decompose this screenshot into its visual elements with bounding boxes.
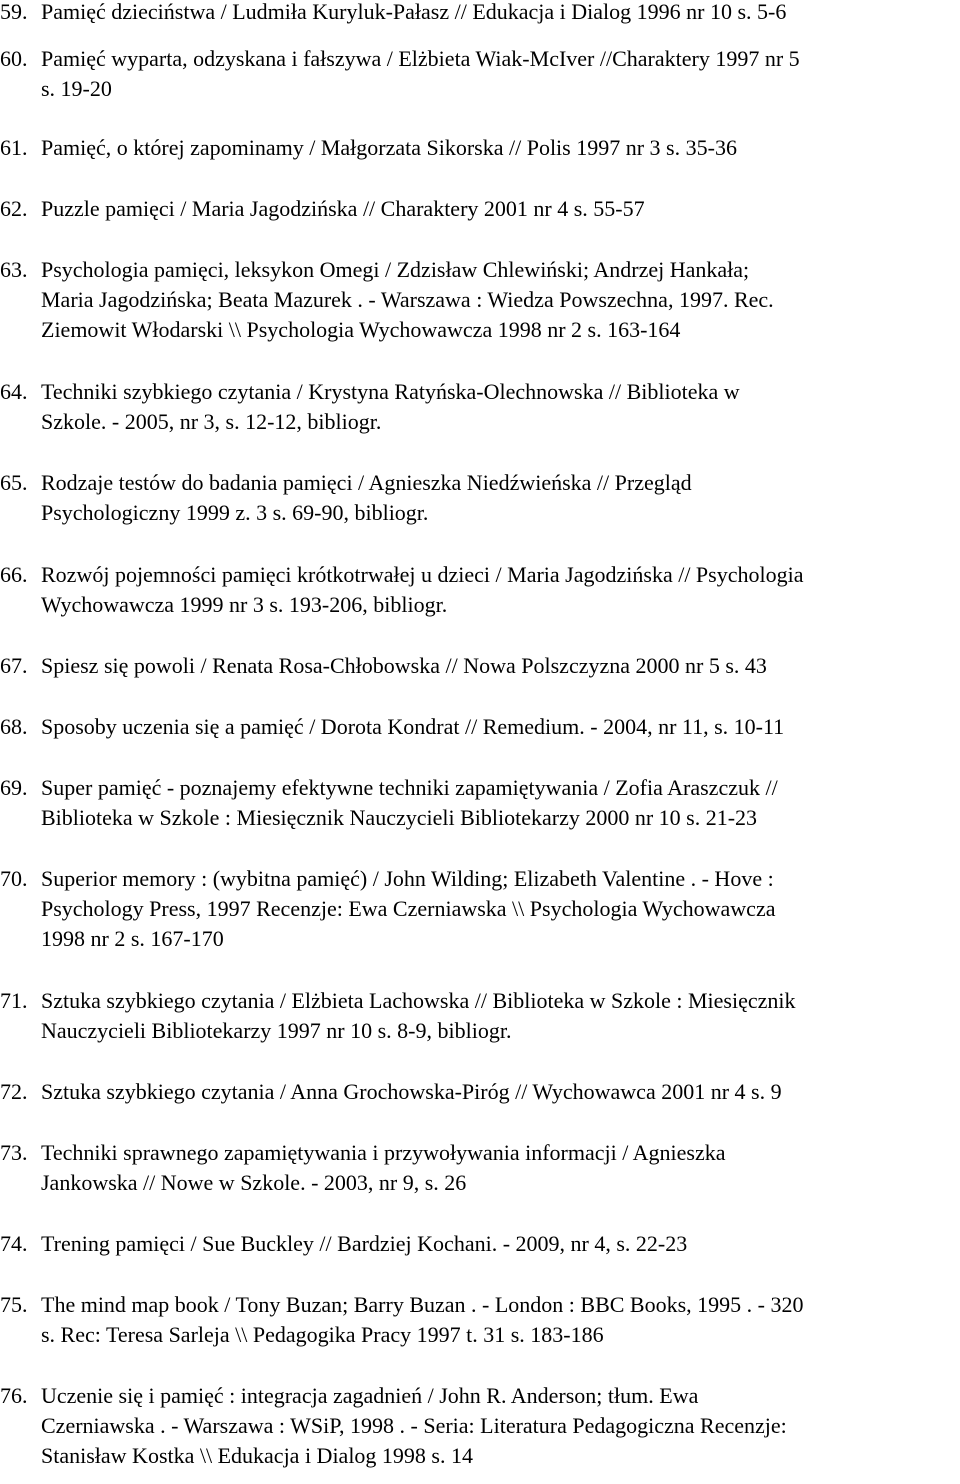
entry-line: s. 19-20: [41, 76, 112, 101]
entry-number: 76.: [0, 1383, 28, 1408]
entry-line: Wychowawcza 1999 nr 3 s. 193-206, bibliogr.: [41, 592, 448, 617]
entry-line: [0, 1290, 958, 1320]
entry-text: Pamięć, o której zapominamy / Małgorzata Sikorska // Polis 1997 nr 3 s. 35-36: [41, 135, 737, 160]
entry-line: [0, 194, 958, 224]
entry-line: Psychology Press, 1997 Recenzje: Ewa Czerniawska \\ Psychologia Wychowawcza: [41, 896, 776, 921]
entry-text: Sztuka szybkiego czytania / Anna Grochowska-Piróg // Wychowawca 2001 nr 4 s. 9: [41, 1079, 782, 1104]
entry-number: 65.: [0, 470, 28, 495]
entry-text: Pamięć dzieciństwa / Ludmiła Kuryluk-Pałasz // Edukacja i Dialog 1996 nr 10 s. 5-6: [41, 0, 787, 24]
entry-number: 70.: [0, 866, 28, 891]
entry-text: Psychologia pamięci, leksykon Omegi / Zdzisław Chlewiński; Andrzej Hankała;: [41, 257, 750, 282]
entry-text: Uczenie się i pamięć : integracja zagadnień / John R. Anderson; tłum. Ewa: [41, 1383, 699, 1408]
bibliography-entry: [0, 255, 958, 345]
entry-text: Pamięć wyparta, odzyskana i fałszywa / Elżbieta Wiak-McIver //Charaktery 1997 nr 5: [41, 46, 800, 71]
entry-number: 59.: [0, 0, 28, 24]
entry-line: Maria Jagodzińska; Beata Mazurek . - Warszawa : Wiedza Powszechna, 1997. Rec.: [41, 287, 774, 312]
entry-text: Sztuka szybkiego czytania / Elżbieta Lachowska // Biblioteka w Szkole : Miesięcznik: [41, 988, 796, 1013]
bibliography-entry: [0, 1077, 958, 1107]
entry-number: 68.: [0, 714, 28, 739]
bibliography-entry: [0, 133, 958, 163]
entry-line: [0, 1138, 958, 1168]
bibliography-entry: [0, 377, 958, 437]
entry-line: Jankowska // Nowe w Szkole. - 2003, nr 9, s. 26: [41, 1170, 467, 1195]
bibliography-entry: [0, 712, 958, 742]
entry-number: 67.: [0, 653, 28, 678]
bibliography-entry: [0, 194, 958, 224]
entry-line: [0, 560, 958, 590]
entry-number: 74.: [0, 1231, 28, 1256]
entry-text: Superior memory : (wybitna pamięć) / John Wilding; Elizabeth Valentine . - Hove :: [41, 866, 774, 891]
entry-text: Techniki szybkiego czytania / Krystyna Ratyńska-Olechnowska // Biblioteka w: [41, 379, 740, 404]
entry-line: [0, 255, 958, 285]
entry-text: Techniki sprawnego zapamiętywania i przywoływania informacji / Agnieszka: [41, 1140, 726, 1165]
entry-line: Czerniawska . - Warszawa : WSiP, 1998 . - Seria: Literatura Pedagogiczna Recenzje:: [41, 1413, 787, 1438]
bibliography-entry: [0, 468, 958, 528]
entry-line: [0, 1077, 958, 1107]
entry-text: Trening pamięci / Sue Buckley // Bardziej Kochani. - 2009, nr 4, s. 22-23: [41, 1231, 688, 1256]
entry-line: [0, 0, 958, 27]
entry-text: Rozwój pojemności pamięci krótkotrwałej u dzieci / Maria Jagodzińska // Psychologia: [41, 562, 804, 587]
entry-line: [0, 133, 958, 163]
entry-line: Stanisław Kostka \\ Edukacja i Dialog 1998 s. 14: [41, 1443, 473, 1468]
bibliography-entry: [0, 1138, 958, 1198]
entry-number: 71.: [0, 988, 28, 1013]
entry-number: 72.: [0, 1079, 28, 1104]
entry-number: 63.: [0, 257, 28, 282]
entry-text: Super pamięć - poznajemy efektywne techniki zapamiętywania / Zofia Araszczuk //: [41, 775, 778, 800]
bibliography-entry: [0, 1381, 958, 1471]
entry-text: Puzzle pamięci / Maria Jagodzińska // Charaktery 2001 nr 4 s. 55-57: [41, 196, 645, 221]
entry-line: [0, 468, 958, 498]
entry-number: 73.: [0, 1140, 28, 1165]
entry-number: 60.: [0, 46, 28, 71]
entry-line: [0, 864, 958, 894]
entry-line: 1998 nr 2 s. 167-170: [41, 926, 224, 951]
entry-text: Spiesz się powoli / Renata Rosa-Chłobowska // Nowa Polszczyzna 2000 nr 5 s. 43: [41, 653, 767, 678]
entry-line: Psychologiczny 1999 z. 3 s. 69-90, bibliogr.: [41, 500, 429, 525]
entry-number: 75.: [0, 1292, 28, 1317]
entry-line: [0, 773, 958, 803]
entry-line: Nauczycieli Bibliotekarzy 1997 nr 10 s. 8-9, bibliogr.: [41, 1018, 512, 1043]
entry-number: 62.: [0, 196, 28, 221]
bibliography-entry: [0, 560, 958, 620]
entry-line: [0, 1381, 958, 1411]
entry-line: [0, 712, 958, 742]
bibliography-entry: [0, 773, 958, 833]
entry-number: 64.: [0, 379, 28, 404]
entry-line: Szkole. - 2005, nr 3, s. 12-12, bibliogr.: [41, 409, 382, 434]
bibliography-entry: [0, 864, 958, 954]
bibliography-entry: [0, 1229, 958, 1259]
entry-number: 66.: [0, 562, 28, 587]
bibliography-entry: [0, 1290, 958, 1350]
entry-line: [0, 1229, 958, 1259]
bibliography-entry: [0, 44, 958, 104]
entry-line: [0, 986, 958, 1016]
entry-text: Sposoby uczenia się a pamięć / Dorota Kondrat // Remedium. - 2004, nr 11, s. 10-11: [41, 714, 785, 739]
bibliography-entry: [0, 986, 958, 1046]
entry-number: 61.: [0, 135, 28, 160]
entry-line: [0, 651, 958, 681]
entry-line: [0, 44, 958, 74]
bibliography-entry: [0, 0, 958, 27]
entry-line: s. Rec: Teresa Sarleja \\ Pedagogika Pracy 1997 t. 31 s. 183-186: [41, 1322, 604, 1347]
entry-line: [0, 377, 958, 407]
entry-line: Biblioteka w Szkole : Miesięcznik Nauczycieli Bibliotekarzy 2000 nr 10 s. 21-23: [41, 805, 758, 830]
entry-line: Ziemowit Włodarski \\ Psychologia Wychowawcza 1998 nr 2 s. 163-164: [41, 317, 681, 342]
entry-text: Rodzaje testów do badania pamięci / Agnieszka Niedźwieńska // Przegląd: [41, 470, 692, 495]
entry-number: 69.: [0, 775, 28, 800]
entry-text: The mind map book / Tony Buzan; Barry Buzan . - London : BBC Books, 1995 . - 320: [41, 1292, 804, 1317]
bibliography-entry: [0, 651, 958, 681]
